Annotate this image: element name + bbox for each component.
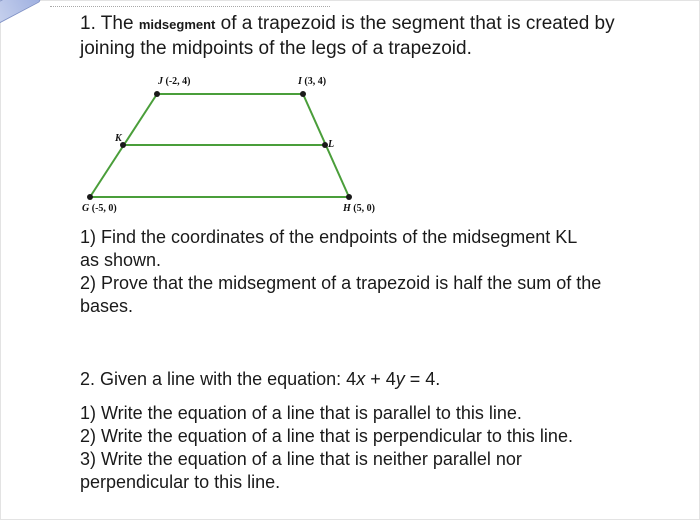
top-dotted-rule xyxy=(50,6,330,7)
label-point-i: I (3, 4) xyxy=(298,76,327,87)
q1-part-line: 1) Find the coordinates of the endpoints of the midsegment KL xyxy=(80,227,578,247)
q2-part-line: 1) Write the equation of a line that is parallel to this line. xyxy=(80,403,522,423)
trapezoid-svg xyxy=(78,68,398,220)
q1-term: midsegment xyxy=(138,17,216,32)
q2-prefix: 2. Given a line with the equation: 4 xyxy=(80,369,357,389)
question-1-statement xyxy=(80,12,670,61)
q2-suffix: = 4. xyxy=(404,369,441,389)
label-point-g: G (-5, 0) xyxy=(82,203,117,214)
question-2-parts xyxy=(80,402,680,494)
q2-part-line: perpendicular to this line. xyxy=(80,472,281,492)
label-point-l: L xyxy=(328,139,335,150)
point-i xyxy=(300,91,306,97)
q2-var-x: x xyxy=(356,369,366,389)
q1-prefix: 1. The xyxy=(80,13,139,34)
question-1-parts xyxy=(80,226,680,318)
label-point-h: H (5, 0) xyxy=(343,203,375,214)
q2-mid: + 4 xyxy=(365,369,396,389)
trapezoid-lines xyxy=(90,94,349,197)
q1-part-line: bases. xyxy=(80,296,134,316)
q2-part-line: 2) Write the equation of a line that is perpendicular to this line. xyxy=(80,426,573,446)
point-h xyxy=(346,194,352,200)
q2-part-line: 3) Write the equation of a line that is neither parallel nor xyxy=(80,449,522,469)
label-point-k: K xyxy=(115,133,122,144)
label-point-j: J (-2, 4) xyxy=(158,76,191,87)
point-g xyxy=(87,194,93,200)
q1-line2: joining the midpoints of the legs of a trapezoid. xyxy=(80,38,472,59)
trapezoid-figure xyxy=(78,68,398,220)
question-2-statement xyxy=(80,368,440,391)
q1-rest-line1: of a trapezoid is the segment that is created by xyxy=(215,13,615,34)
q1-part-line: 2) Prove that the midsegment of a trapezoid is half the sum of the xyxy=(80,273,602,293)
q1-part-line: as shown. xyxy=(80,250,162,270)
point-j xyxy=(154,91,160,97)
q2-var-y: y xyxy=(395,369,405,389)
